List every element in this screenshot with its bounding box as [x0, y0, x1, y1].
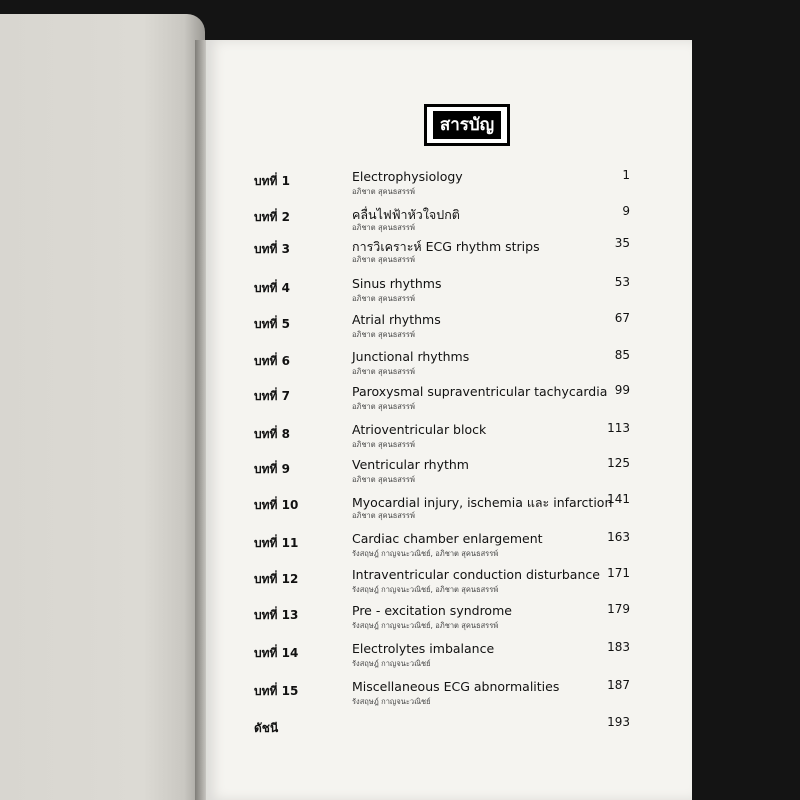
- right-page: [206, 40, 692, 800]
- chapter-author: รังสฤษฎ์ กาญจนะวณิชย์, อภิชาต สุคนธสรรพ์: [352, 549, 499, 558]
- chapter-author: รังสฤษฎ์ กาญจนะวณิชย์: [352, 659, 431, 668]
- toc-row: [206, 275, 692, 309]
- chapter-number: บทที่ 8: [254, 427, 290, 441]
- chapter-author: อภิชาต สุคนธสรรพ์: [352, 475, 415, 484]
- page-number: 171: [607, 566, 630, 580]
- chapter-number: บทที่ 9: [254, 462, 290, 476]
- toc-row: [206, 456, 692, 490]
- chapter-title: Myocardial injury, ischemia และ infarction: [352, 495, 613, 510]
- chapter-title: Atrial rhythms: [352, 312, 441, 327]
- chapter-author: อภิชาต สุคนธสรรพ์: [352, 440, 415, 449]
- page-number: 35: [614, 236, 630, 250]
- chapter-number: บทที่ 15: [254, 684, 299, 698]
- page-number: 179: [607, 602, 630, 616]
- chapter-title: Pre - excitation syndrome: [352, 603, 512, 618]
- chapter-number: บทที่ 7: [254, 389, 290, 403]
- chapter-number: บทที่ 6: [254, 354, 290, 368]
- chapter-number: บทที่ 5: [254, 317, 290, 331]
- chapter-author: รังสฤษฎ์ กาญจนะวณิชย์, อภิชาต สุคนธสรรพ์: [352, 585, 499, 594]
- chapter-number: บทที่ 13: [254, 608, 299, 622]
- page-number: 183: [607, 640, 630, 654]
- toc-row: [206, 236, 692, 270]
- chapter-title: Junctional rhythms: [352, 349, 470, 364]
- toc-row: [206, 602, 692, 636]
- toc-row: [206, 348, 692, 382]
- page-number: 141: [607, 492, 630, 506]
- page-number: 193: [607, 715, 630, 729]
- chapter-title: Electrophysiology: [352, 169, 463, 184]
- page-number: 85: [614, 348, 630, 362]
- chapter-title: การวิเคราะห์ ECG rhythm strips: [352, 239, 540, 254]
- toc-row: [206, 566, 692, 600]
- chapter-author: อภิชาต สุคนธสรรพ์: [352, 255, 415, 264]
- toc-row: [206, 640, 692, 674]
- chapter-number: ดัชนี: [254, 721, 279, 735]
- chapter-author: รังสฤษฎ์ กาญจนะวณิชย์: [352, 697, 431, 706]
- chapter-number: บทที่ 10: [254, 498, 299, 512]
- chapter-title: Intraventricular conduction disturbance: [352, 567, 600, 582]
- toc-row: [206, 492, 692, 526]
- chapter-title: Atrioventricular block: [352, 422, 487, 437]
- toc-row: [206, 530, 692, 564]
- toc-row: [206, 168, 692, 202]
- page-number: 99: [614, 383, 630, 397]
- toc-row: [206, 678, 692, 712]
- chapter-author: อภิชาต สุคนธสรรพ์: [352, 367, 415, 376]
- page-number: 187: [607, 678, 630, 692]
- toc-row: [206, 204, 692, 238]
- chapter-number: บทที่ 3: [254, 242, 290, 256]
- page-number: 163: [607, 530, 630, 544]
- chapter-title: Ventricular rhythm: [352, 457, 469, 472]
- toc-row: [206, 383, 692, 417]
- chapter-title: คลื่นไฟฟ้าหัวใจปกติ: [352, 207, 460, 222]
- chapter-number: บทที่ 2: [254, 210, 290, 224]
- chapter-title: Electrolytes imbalance: [352, 641, 495, 656]
- chapter-number: บทที่ 4: [254, 281, 290, 295]
- chapter-number: บทที่ 12: [254, 572, 299, 586]
- chapter-author: อภิชาต สุคนธสรรพ์: [352, 330, 415, 339]
- page-number: 67: [614, 311, 630, 325]
- chapter-number: บทที่ 1: [254, 174, 290, 188]
- toc-row: [206, 311, 692, 345]
- chapter-title: Sinus rhythms: [352, 276, 442, 291]
- page-number: 125: [607, 456, 630, 470]
- chapter-author: อภิชาต สุคนธสรรพ์: [352, 223, 415, 232]
- page-number: 1: [622, 168, 630, 182]
- chapter-author: อภิชาต สุคนธสรรพ์: [352, 294, 415, 303]
- toc-row: [206, 715, 692, 749]
- chapter-number: บทที่ 11: [254, 536, 299, 550]
- chapter-title: Miscellaneous ECG abnormalities: [352, 679, 560, 694]
- chapter-author: อภิชาต สุคนธสรรพ์: [352, 511, 415, 520]
- page-number: 53: [614, 275, 630, 289]
- toc-row: [206, 421, 692, 455]
- chapter-title: Paroxysmal supraventricular tachycardia: [352, 384, 608, 399]
- page-number: 113: [607, 421, 630, 435]
- chapter-author: อภิชาต สุคนธสรรพ์: [352, 402, 415, 411]
- chapter-number: บทที่ 14: [254, 646, 299, 660]
- page-title: สารบัญ: [433, 111, 501, 139]
- chapter-author: รังสฤษฎ์ กาญจนะวณิชย์, อภิชาต สุคนธสรรพ์: [352, 621, 499, 630]
- heading-box: [424, 104, 510, 146]
- chapter-title: Cardiac chamber enlargement: [352, 531, 543, 546]
- page-number: 9: [622, 204, 630, 218]
- chapter-author: อภิชาต สุคนธสรรพ์: [352, 187, 415, 196]
- left-page: [0, 14, 205, 800]
